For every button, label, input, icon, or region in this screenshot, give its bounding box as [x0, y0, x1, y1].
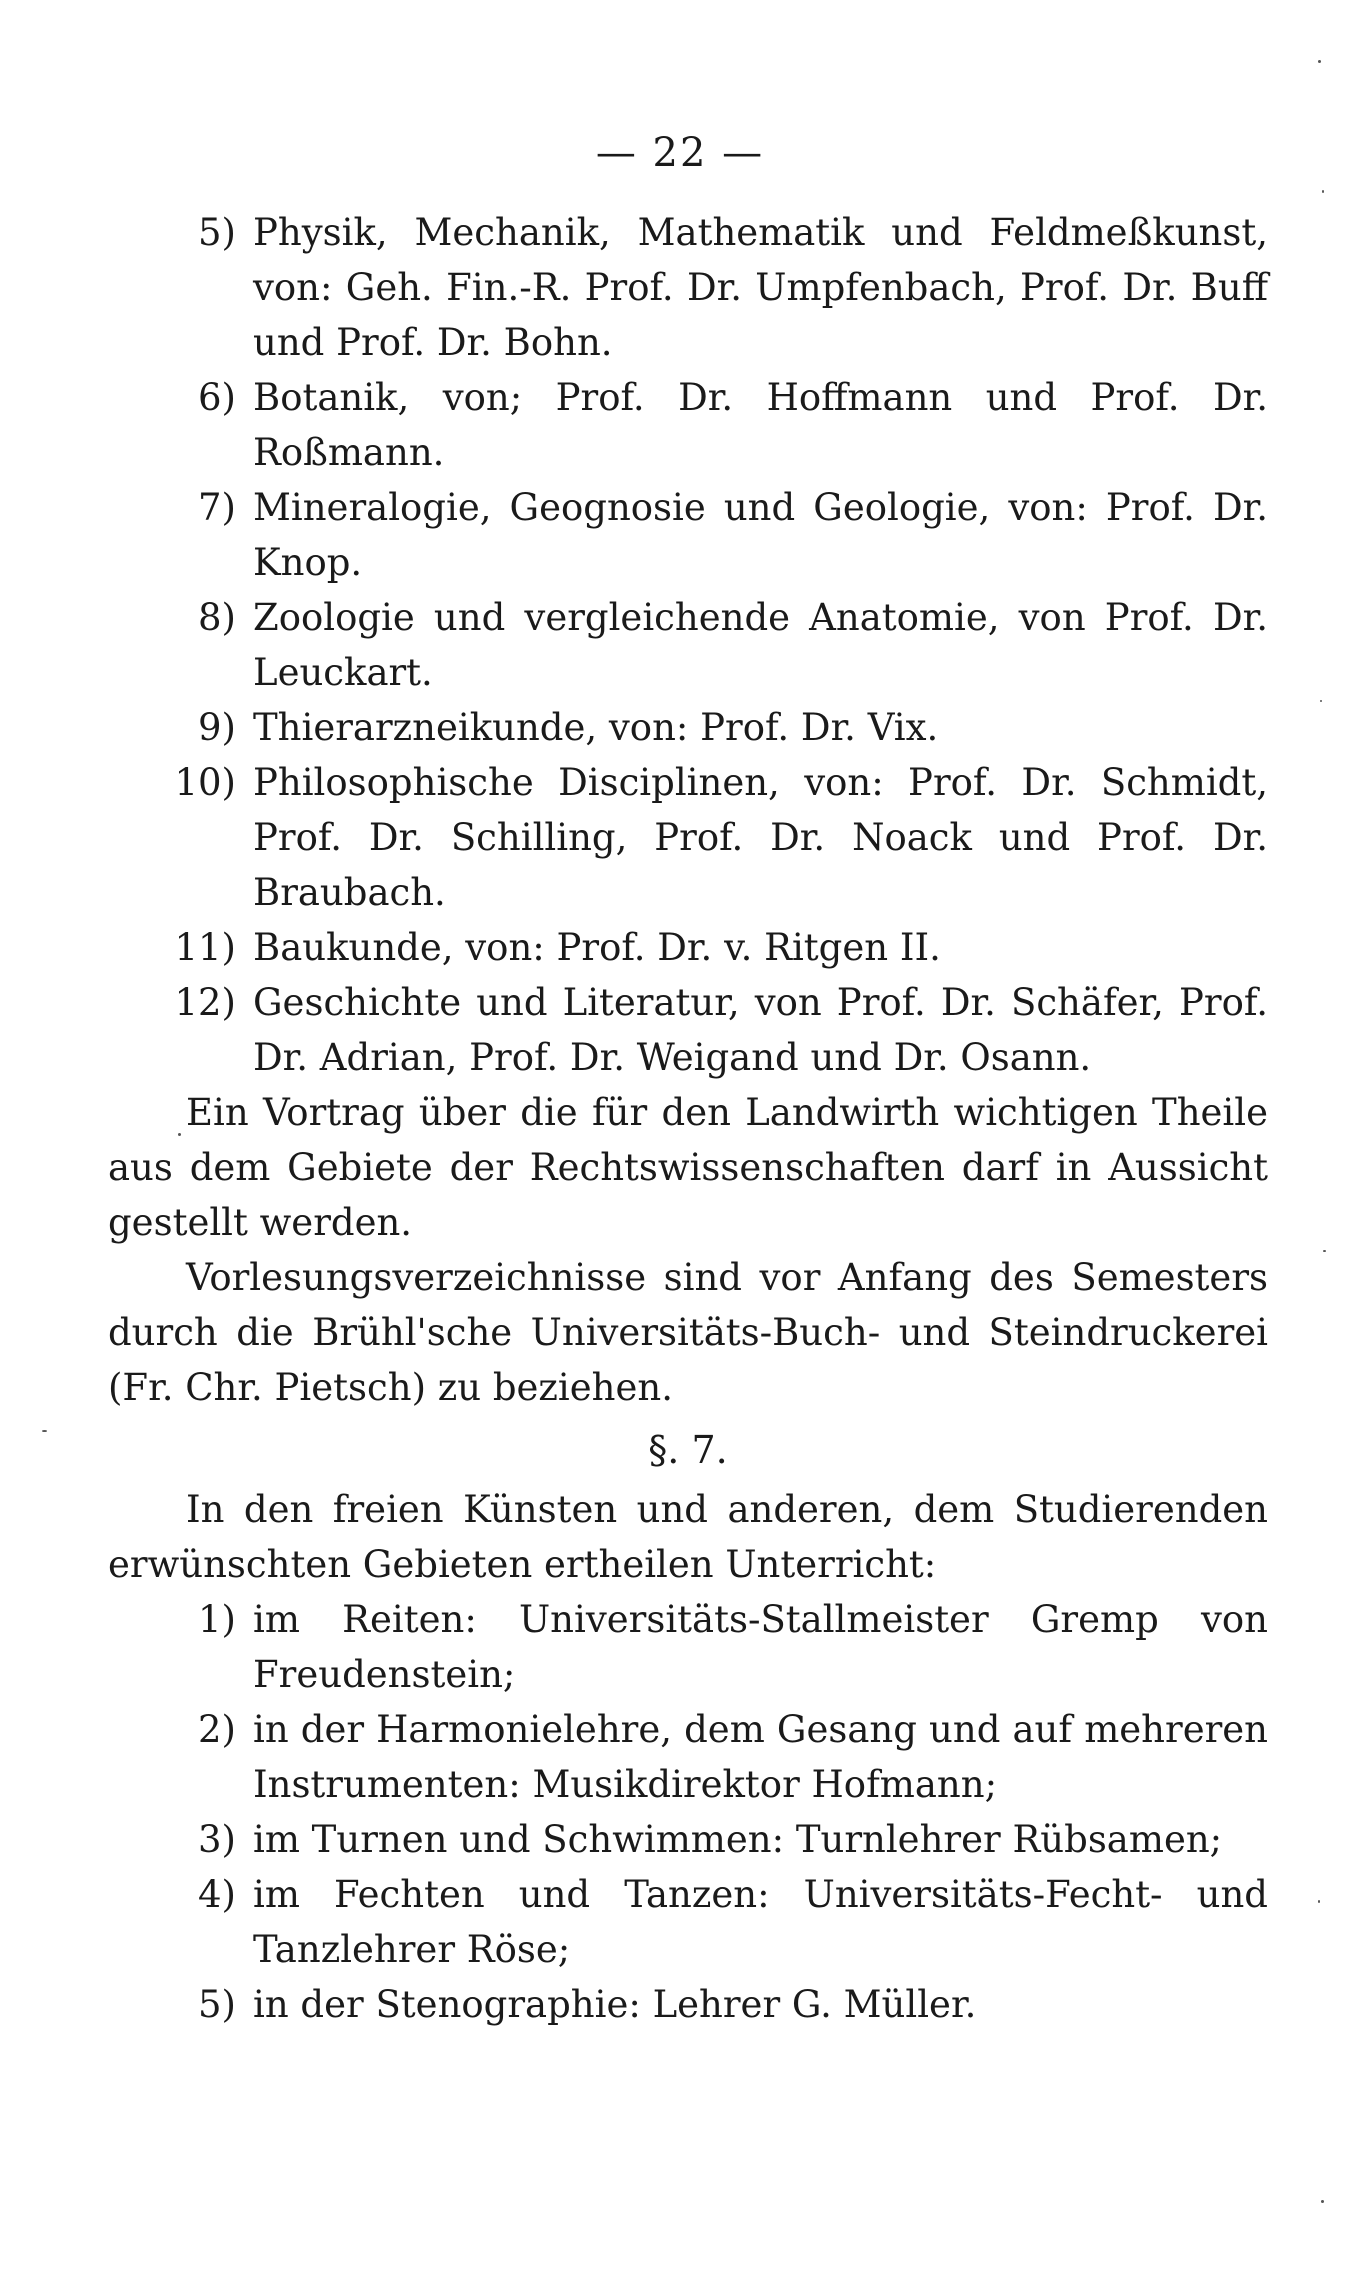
item-text: Mineralogie, Geognosie und Geologie, von: Prof. Dr. Knop.	[253, 486, 1268, 584]
list-item	[108, 1592, 1268, 1702]
item-number: 2)	[198, 1708, 236, 1751]
item-text: Geschichte und Literatur, von Prof. Dr. Schäfer, Prof. Dr. Adrian, Prof. Dr. Weigand und Dr. Osann.	[253, 981, 1268, 1079]
item-text: Zoologie und vergleichende Anatomie, von Prof. Dr. Leuckart.	[253, 596, 1268, 694]
list-item	[108, 1702, 1268, 1812]
page-number: — 22 —	[595, 130, 765, 176]
scan-speck	[42, 1430, 47, 1432]
item-number: 6)	[198, 376, 236, 419]
list-item	[108, 1867, 1268, 1977]
item-number: 7)	[198, 486, 236, 529]
list-item	[108, 480, 1268, 590]
list-item	[108, 920, 1268, 975]
list-item	[108, 590, 1268, 700]
item-number: 4)	[198, 1873, 236, 1916]
list-item	[108, 1977, 1268, 2032]
item-number: 10)	[174, 761, 236, 804]
item-text: im Reiten: Universitäts-Stallmeister Gremp von Freudenstein;	[253, 1598, 1268, 1696]
list-item	[108, 755, 1268, 920]
list-item	[108, 1812, 1268, 1867]
item-number: 11)	[174, 926, 236, 969]
item-number: 5)	[198, 211, 236, 254]
item-text: im Turnen und Schwimmen: Turnlehrer Rübsamen;	[253, 1818, 1223, 1861]
item-number: 8)	[198, 596, 236, 639]
item-text: Philosophische Disciplinen, von: Prof. Dr. Schmidt, Prof. Dr. Schilling, Prof. Dr. Noack und Prof. Dr. Braubach.	[253, 761, 1268, 914]
scan-speck	[1323, 1250, 1326, 1252]
list-item	[108, 975, 1268, 1085]
subject-list	[108, 205, 1268, 1085]
page-content	[108, 205, 1268, 2032]
scan-speck	[1322, 190, 1324, 193]
list-item	[108, 370, 1268, 480]
item-number: 1)	[198, 1598, 236, 1641]
paragraph-law-lecture: Ein Vortrag über die für den Landwirth wichtigen Theile aus dem Gebiete der Rechtswissenschaften darf in Aussicht gestellt werden.	[108, 1091, 1268, 1244]
scan-speck	[1320, 700, 1322, 702]
scan-speck	[1318, 60, 1321, 63]
item-text: Botanik, von; Prof. Dr. Hoffmann und Prof. Dr. Roßmann.	[253, 376, 1268, 474]
item-number: 3)	[198, 1818, 236, 1861]
item-number: 9)	[198, 706, 236, 749]
list-item	[108, 700, 1268, 755]
item-number: 5)	[198, 1983, 236, 2026]
item-text: im Fechten und Tanzen: Universitäts-Fecht- und Tanzlehrer Röse;	[253, 1873, 1268, 1971]
scan-speck	[1321, 2200, 1324, 2203]
section-heading: §. 7.	[648, 1428, 728, 1472]
item-number: 12)	[174, 981, 236, 1024]
scan-speck	[1318, 1900, 1320, 1903]
item-text: Baukunde, von: Prof. Dr. v. Ritgen II.	[253, 926, 941, 969]
paragraph-course-catalog: Vorlesungsverzeichnisse sind vor Anfang des Semesters durch die Brühl'sche Universitäts-Buch- und Steindruckerei (Fr. Chr. Pietsch) zu beziehen.	[108, 1256, 1268, 1409]
arts-list	[108, 1592, 1268, 2032]
item-text: in der Stenographie: Lehrer G. Müller.	[253, 1983, 977, 2026]
item-text: in der Harmonielehre, dem Gesang und auf mehreren Instrumenten: Musikdirektor Hofmann;	[253, 1708, 1268, 1806]
item-text: Physik, Mechanik, Mathematik und Feldmeßkunst, von: Geh. Fin.-R. Prof. Dr. Umpfenbach, Prof. Dr. Buff und Prof. Dr. Bohn.	[253, 211, 1268, 364]
scan-speck	[178, 1133, 181, 1136]
list-item	[108, 205, 1268, 370]
item-text: Thierarzneikunde, von: Prof. Dr. Vix.	[253, 706, 939, 749]
section-intro: In den freien Künsten und anderen, dem Studierenden erwünschten Gebieten ertheilen Unterricht:	[108, 1488, 1268, 1586]
